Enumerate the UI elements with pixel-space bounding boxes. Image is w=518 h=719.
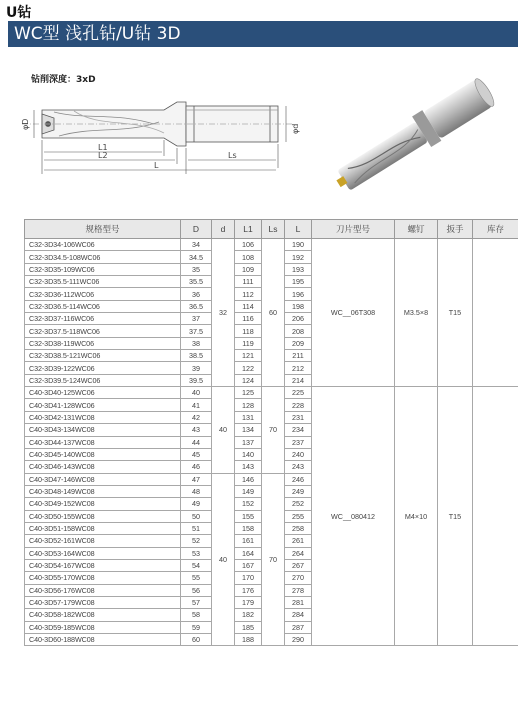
cell-L: 281 bbox=[285, 596, 312, 608]
cell-model: C40-3D46-143WC08 bbox=[25, 461, 181, 473]
cell-model: C40-3D51-158WC08 bbox=[25, 522, 181, 534]
cell-D: 47 bbox=[181, 473, 212, 485]
cell-L: 225 bbox=[285, 387, 312, 399]
cell-model: C40-3D57-179WC08 bbox=[25, 596, 181, 608]
cell-L: 214 bbox=[285, 374, 312, 386]
cell-L: 198 bbox=[285, 300, 312, 312]
cell-model: C32-3D37.5-118WC06 bbox=[25, 325, 181, 337]
cell-D: 40 bbox=[181, 387, 212, 399]
cell-D: 49 bbox=[181, 498, 212, 510]
cell-L: 278 bbox=[285, 584, 312, 596]
header-Ls: Ls bbox=[262, 220, 285, 239]
cell-D: 60 bbox=[181, 634, 212, 646]
cell-D: 51 bbox=[181, 522, 212, 534]
cell-L: 195 bbox=[285, 276, 312, 288]
cell-L1: 185 bbox=[235, 621, 262, 633]
cell-L1: 128 bbox=[235, 399, 262, 411]
cell-L1: 158 bbox=[235, 522, 262, 534]
cell-L: 246 bbox=[285, 473, 312, 485]
cell-model: C40-3D41-128WC06 bbox=[25, 399, 181, 411]
cell-D: 39.5 bbox=[181, 374, 212, 386]
cell-insert: WC__080412 bbox=[312, 387, 395, 646]
cell-D: 37 bbox=[181, 313, 212, 325]
cell-L1: 122 bbox=[235, 362, 262, 374]
cell-L1: 118 bbox=[235, 325, 262, 337]
cell-L1: 143 bbox=[235, 461, 262, 473]
cell-model: C40-3D42-131WC08 bbox=[25, 411, 181, 423]
cell-L: 196 bbox=[285, 288, 312, 300]
cell-model: C40-3D56-176WC08 bbox=[25, 584, 181, 596]
cell-L: 258 bbox=[285, 522, 312, 534]
cell-L: 252 bbox=[285, 498, 312, 510]
cell-model: C40-3D53-164WC08 bbox=[25, 547, 181, 559]
cell-L: 290 bbox=[285, 634, 312, 646]
cell-model: C40-3D50-155WC08 bbox=[25, 510, 181, 522]
cell-insert: WC__06T308 bbox=[312, 239, 395, 387]
cell-D: 45 bbox=[181, 448, 212, 460]
cell-D: 50 bbox=[181, 510, 212, 522]
dim-L1: L1 bbox=[98, 143, 108, 152]
cell-L1: 176 bbox=[235, 584, 262, 596]
cell-L: 228 bbox=[285, 399, 312, 411]
header-insert: 刀片型号 bbox=[312, 220, 395, 239]
cell-D: 35.5 bbox=[181, 276, 212, 288]
header-L1: L1 bbox=[235, 220, 262, 239]
cell-L1: 134 bbox=[235, 424, 262, 436]
cell-model: C32-3D36-112WC06 bbox=[25, 288, 181, 300]
cell-D: 37.5 bbox=[181, 325, 212, 337]
cell-L: 234 bbox=[285, 424, 312, 436]
section-banner: WC型 浅孔钻/U钻 3D bbox=[8, 21, 518, 47]
cell-model: C40-3D52-161WC08 bbox=[25, 535, 181, 547]
cell-L: 209 bbox=[285, 337, 312, 349]
table-row bbox=[25, 387, 518, 399]
cell-L1: 137 bbox=[235, 436, 262, 448]
header-model: 规格型号 bbox=[25, 220, 181, 239]
cell-L: 231 bbox=[285, 411, 312, 423]
cell-L: 192 bbox=[285, 251, 312, 263]
cell-model: C40-3D59-185WC08 bbox=[25, 621, 181, 633]
cell-D: 41 bbox=[181, 399, 212, 411]
cell-model: C32-3D35.5-111WC06 bbox=[25, 276, 181, 288]
cell-model: C40-3D54-167WC08 bbox=[25, 559, 181, 571]
cell-L: 212 bbox=[285, 362, 312, 374]
cell-L1: 109 bbox=[235, 263, 262, 275]
cell-Ls: 70 bbox=[262, 387, 285, 473]
cell-d: 32 bbox=[212, 239, 235, 387]
cell-Ls: 60 bbox=[262, 239, 285, 387]
cell-wrench: T15 bbox=[438, 239, 473, 387]
header-screw: 螺钉 bbox=[395, 220, 438, 239]
header-L: L bbox=[285, 220, 312, 239]
cell-model: C40-3D47-146WC08 bbox=[25, 473, 181, 485]
cell-D: 53 bbox=[181, 547, 212, 559]
cell-L: 255 bbox=[285, 510, 312, 522]
cell-D: 34 bbox=[181, 239, 212, 251]
cell-L1: 119 bbox=[235, 337, 262, 349]
cell-D: 52 bbox=[181, 535, 212, 547]
cell-D: 55 bbox=[181, 572, 212, 584]
cell-L: 264 bbox=[285, 547, 312, 559]
cell-D: 36.5 bbox=[181, 300, 212, 312]
cell-L1: 106 bbox=[235, 239, 262, 251]
cell-L: 240 bbox=[285, 448, 312, 460]
drill-product-photo bbox=[312, 74, 512, 204]
cell-D: 42 bbox=[181, 411, 212, 423]
spec-table bbox=[24, 219, 518, 646]
cell-model: C32-3D35-109WC06 bbox=[25, 263, 181, 275]
dim-phi-d: φd bbox=[291, 123, 300, 134]
cell-L1: 161 bbox=[235, 535, 262, 547]
cell-model: C40-3D49-152WC08 bbox=[25, 498, 181, 510]
cell-D: 36 bbox=[181, 288, 212, 300]
cell-L1: 111 bbox=[235, 276, 262, 288]
cell-model: C32-3D39-122WC06 bbox=[25, 362, 181, 374]
cell-D: 59 bbox=[181, 621, 212, 633]
cell-model: C40-3D58-182WC08 bbox=[25, 609, 181, 621]
cell-D: 39 bbox=[181, 362, 212, 374]
cell-model: C40-3D48-149WC08 bbox=[25, 485, 181, 497]
table-row bbox=[25, 239, 518, 251]
dim-Ls: Ls bbox=[228, 151, 237, 160]
cell-L: 261 bbox=[285, 535, 312, 547]
cell-D: 54 bbox=[181, 559, 212, 571]
cell-L1: 121 bbox=[235, 350, 262, 362]
cell-d: 40 bbox=[212, 387, 235, 473]
cell-D: 48 bbox=[181, 485, 212, 497]
cell-model: C40-3D40-125WC06 bbox=[25, 387, 181, 399]
cell-screw: M3.5×8 bbox=[395, 239, 438, 387]
cell-L1: 131 bbox=[235, 411, 262, 423]
header-d: d bbox=[212, 220, 235, 239]
cell-L1: 152 bbox=[235, 498, 262, 510]
cell-L1: 140 bbox=[235, 448, 262, 460]
cell-D: 38.5 bbox=[181, 350, 212, 362]
cell-L: 237 bbox=[285, 436, 312, 448]
cell-stock bbox=[473, 387, 518, 646]
header-stock: 库存 bbox=[473, 220, 518, 239]
cell-D: 56 bbox=[181, 584, 212, 596]
cell-L1: 182 bbox=[235, 609, 262, 621]
cell-model: C40-3D44-137WC08 bbox=[25, 436, 181, 448]
cell-D: 38 bbox=[181, 337, 212, 349]
cell-L1: 188 bbox=[235, 634, 262, 646]
cell-D: 43 bbox=[181, 424, 212, 436]
cell-model: C32-3D34.5-108WC06 bbox=[25, 251, 181, 263]
dim-L: L bbox=[154, 161, 159, 170]
drilling-depth-label: 钻削深度：3xD bbox=[31, 75, 96, 85]
cell-model: C32-3D36.5-114WC06 bbox=[25, 300, 181, 312]
cell-L: 267 bbox=[285, 559, 312, 571]
cell-screw: M4×10 bbox=[395, 387, 438, 646]
cell-L: 206 bbox=[285, 313, 312, 325]
cell-L1: 149 bbox=[235, 485, 262, 497]
cell-L: 243 bbox=[285, 461, 312, 473]
header-D: D bbox=[181, 220, 212, 239]
drill-drawing bbox=[14, 88, 304, 178]
cell-model: C40-3D55-170WC08 bbox=[25, 572, 181, 584]
cell-L1: 146 bbox=[235, 473, 262, 485]
cell-L1: 116 bbox=[235, 313, 262, 325]
cell-L1: 179 bbox=[235, 596, 262, 608]
cell-L1: 167 bbox=[235, 559, 262, 571]
cell-model: C40-3D43-134WC08 bbox=[25, 424, 181, 436]
cell-model: C32-3D38.5-121WC06 bbox=[25, 350, 181, 362]
cell-L1: 170 bbox=[235, 572, 262, 584]
cell-model: C40-3D60-188WC08 bbox=[25, 634, 181, 646]
cell-L: 193 bbox=[285, 263, 312, 275]
cell-model: C32-3D34-106WC06 bbox=[25, 239, 181, 251]
dim-phi-D: φD bbox=[21, 118, 30, 130]
cell-stock bbox=[473, 239, 518, 387]
cell-wrench: T15 bbox=[438, 387, 473, 646]
cell-L: 211 bbox=[285, 350, 312, 362]
cell-Ls: 70 bbox=[262, 473, 285, 646]
cell-L: 287 bbox=[285, 621, 312, 633]
cell-L: 249 bbox=[285, 485, 312, 497]
cell-D: 46 bbox=[181, 461, 212, 473]
cell-D: 34.5 bbox=[181, 251, 212, 263]
header-wrench: 扳手 bbox=[438, 220, 473, 239]
cell-L1: 108 bbox=[235, 251, 262, 263]
cell-L1: 155 bbox=[235, 510, 262, 522]
cell-D: 44 bbox=[181, 436, 212, 448]
cell-L1: 112 bbox=[235, 288, 262, 300]
cell-D: 35 bbox=[181, 263, 212, 275]
cell-L: 190 bbox=[285, 239, 312, 251]
cell-L: 284 bbox=[285, 609, 312, 621]
cell-L: 270 bbox=[285, 572, 312, 584]
cell-model: C40-3D45-140WC08 bbox=[25, 448, 181, 460]
dim-L2: L2 bbox=[98, 151, 108, 160]
cell-L1: 114 bbox=[235, 300, 262, 312]
table-header-row bbox=[25, 220, 518, 239]
cell-model: C32-3D38-119WC06 bbox=[25, 337, 181, 349]
cell-D: 57 bbox=[181, 596, 212, 608]
cell-L: 208 bbox=[285, 325, 312, 337]
cell-d: 40 bbox=[212, 473, 235, 646]
cell-L1: 125 bbox=[235, 387, 262, 399]
cell-model: C32-3D37-116WC06 bbox=[25, 313, 181, 325]
cell-model: C32-3D39.5-124WC06 bbox=[25, 374, 181, 386]
cell-L1: 164 bbox=[235, 547, 262, 559]
page-title: U钻 bbox=[6, 5, 32, 21]
cell-L1: 124 bbox=[235, 374, 262, 386]
cell-D: 58 bbox=[181, 609, 212, 621]
